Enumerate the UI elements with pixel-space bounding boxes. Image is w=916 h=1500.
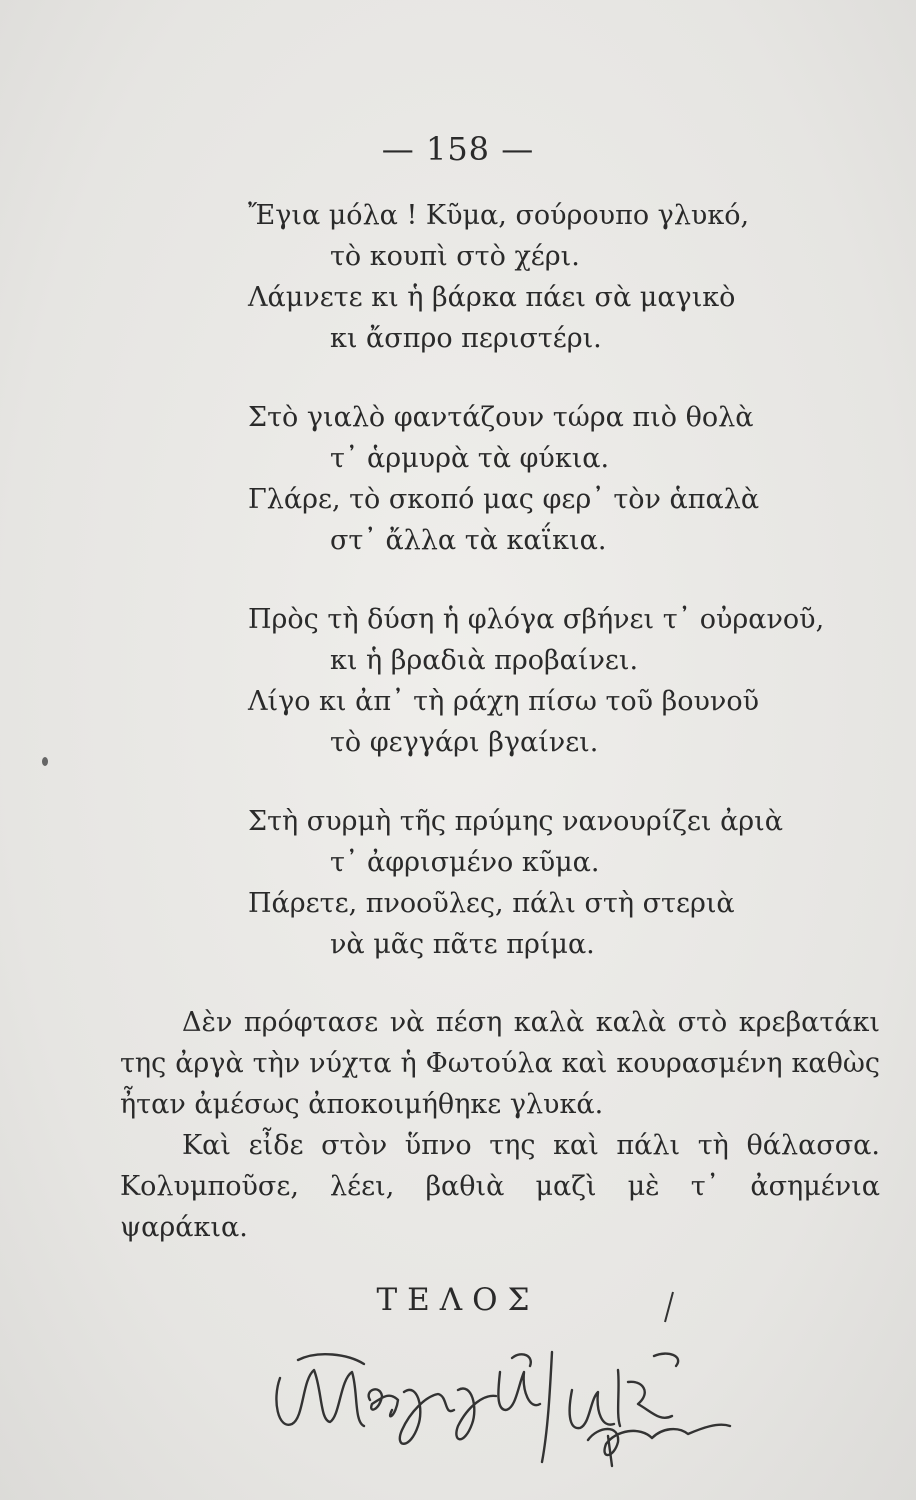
poem-line: Στὸ γιαλὸ φαντάζουν τώρα πιὸ θολὰ (248, 402, 754, 433)
poem-line: τ᾽ ἀφρισμένο κῦμα. (330, 847, 600, 878)
stanza-2 (248, 397, 824, 561)
end-title: ΤΕΛΟΣ (376, 1282, 540, 1318)
pencil-mark (662, 1290, 676, 1324)
stanza-4 (248, 801, 824, 965)
stanza-3 (248, 599, 824, 763)
poem-line: Γλάρε, τὸ σκοπό μας φερ᾽ τὸν ἁπαλὰ (248, 484, 760, 515)
prose-paragraph: Καὶ εἶδε στὸν ὕπνο της καὶ πάλι τὴ θάλασσα. Κολυμποῦσε, λέει, βαθιὰ μαζὶ μὲ τ᾽ ἀσημένια ψαράκια. (120, 1130, 880, 1243)
poem-line: Λάμνετε κι ἡ βάρκα πάει σὰ μαγικὸ (248, 282, 736, 313)
poem (248, 195, 824, 1003)
prose-paragraph: Δὲν πρόφτασε νὰ πέση καλὰ καλὰ στὸ κρεβατάκι της ἀργὰ τὴν νύχτα ἡ Φωτούλα καὶ κουρασμένη καθὼς ἦταν ἀμέσως ἀποκοιμήθηκε γλυκά. (120, 1007, 880, 1120)
poem-line: Λίγο κι ἀπ᾽ τὴ ράχη πίσω τοῦ βουνοῦ (248, 686, 759, 717)
page-number: — 158 — (381, 130, 535, 168)
poem-line: τὸ κουπὶ στὸ χέρι. (330, 241, 580, 272)
handwritten-signature (268, 1330, 738, 1480)
poem-line: κι ἄσπρο περιστέρι. (330, 323, 602, 354)
poem-line: στ᾽ ἄλλα τὰ καΐκια. (330, 525, 607, 556)
ink-speck (42, 757, 48, 766)
stanza-1 (248, 195, 824, 359)
poem-line: Πάρετε, πνοοῦλες, πάλι στὴ στεριὰ (248, 888, 735, 919)
poem-line: τ᾽ ἁρμυρὰ τὰ φύκια. (330, 443, 610, 474)
prose-section (120, 1002, 880, 1248)
poem-line: Ἔγια μόλα ! Κῦμα, σούρουπο γλυκό, (248, 200, 750, 231)
poem-line: τὸ φεγγάρι βγαίνει. (330, 727, 599, 758)
poem-line: κι ἡ βραδιὰ προβαίνει. (330, 645, 639, 676)
poem-line: νὰ μᾶς πᾶτε πρίμα. (330, 929, 595, 960)
poem-line: Πρὸς τὴ δύση ἡ φλόγα σβήνει τ᾽ οὐρανοῦ, (248, 604, 825, 635)
poem-line: Στὴ συρμὴ τῆς πρύμης νανουρίζει ἀριὰ (248, 806, 783, 837)
